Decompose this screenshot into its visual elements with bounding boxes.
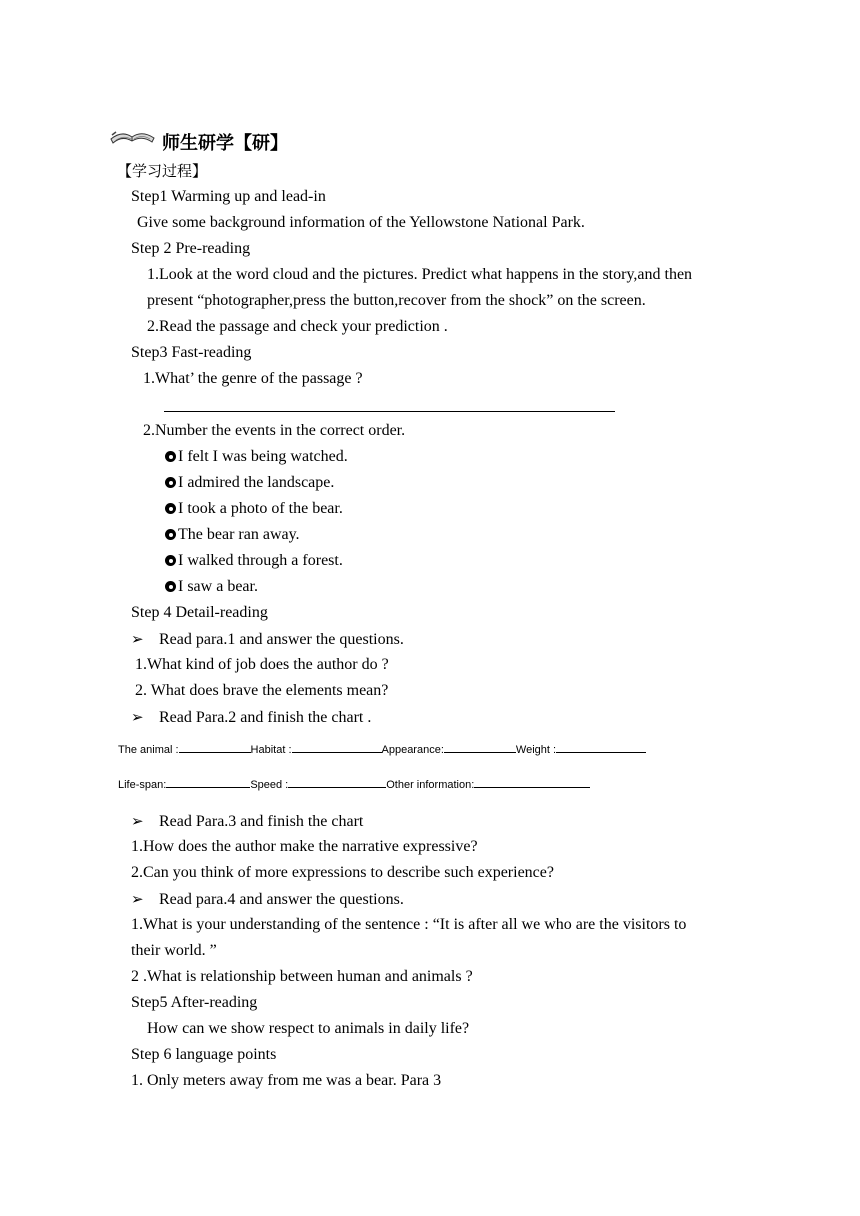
event-item [165,525,300,545]
animal-blank[interactable] [179,741,251,753]
event-text: I took a photo of the bear. [178,500,343,517]
step2-question1-line2: present “photographer,press the button,recover from the shock” on the screen. [147,292,646,309]
step4-title: Step 4 Detail-reading [131,604,268,621]
circle-bullet-icon [165,503,176,514]
book-logo-icon [108,126,158,148]
step6-point1: 1. Only meters away from me was a bear. Para 3 [131,1072,442,1089]
step5-text: How can we show respect to animals in daily life? [147,1020,470,1037]
event-item [165,577,258,597]
appearance-blank[interactable] [444,741,516,753]
arrow-bullet-icon: ➢ [131,708,144,726]
step2-question2: 2.Read the passage and check your prediction . [147,318,448,335]
step4-task1: ➢ Read para.1 and answer the questions. [131,630,404,648]
event-text: I felt I was being watched. [178,448,348,465]
habitat-label: Habitat : [250,744,292,756]
para4-question1-line2: their world. ” [131,942,217,959]
para3-question1: 1.How does the author make the narrative expressive? [131,838,478,855]
event-item [165,473,334,493]
section-heading: 【学习过程】 [117,162,208,180]
step3-question2: 2.Number the events in the correct order. [143,422,406,439]
event-item [165,551,343,571]
step3-title: Step3 Fast-reading [131,344,252,361]
chart-row-2 [118,776,590,792]
step1-title: Step1 Warming up and lead-in [131,188,326,205]
other-blank[interactable] [474,776,590,788]
weight-blank[interactable] [556,741,646,753]
step6-title: Step 6 language points [131,1046,277,1063]
event-item [165,447,348,467]
weight-label: Weight : [515,744,557,756]
event-item [165,499,343,519]
circle-bullet-icon [165,581,176,592]
step4-question1: 1.What kind of job does the author do ? [135,656,389,673]
arrow-bullet-icon: ➢ [131,630,144,648]
para4-question1-line1: 1.What is your understanding of the sentence : “It is after all we who are the visitors to [131,916,687,933]
step1-text: Give some background information of the Yellowstone National Park. [137,214,585,231]
event-text: The bear ran away. [178,526,300,543]
para4-question2: 2 .What is relationship between human and animals ? [131,968,473,985]
step4-task4: ➢ Read para.4 and answer the questions. [131,890,404,908]
circle-bullet-icon [165,477,176,488]
lifespan-blank[interactable] [166,776,250,788]
answer-blank-line[interactable] [164,411,615,412]
lifespan-label: Life-span: [118,779,167,791]
para3-question2: 2.Can you think of more expressions to describe such experience? [131,864,554,881]
arrow-bullet-icon: ➢ [131,812,144,830]
circle-bullet-icon [165,555,176,566]
event-text: I saw a bear. [178,578,258,595]
circle-bullet-icon [165,451,176,462]
step4-task3: ➢ Read Para.3 and finish the chart [131,812,364,830]
chart-row-1 [118,741,646,757]
speed-label: Speed : [250,779,289,791]
page-title: 师生研学【研】 [162,133,288,154]
step2-title: Step 2 Pre-reading [131,240,251,257]
event-text: I admired the landscape. [178,474,335,491]
step4-question2: 2. What does brave the elements mean? [135,682,389,699]
animal-label: The animal : [118,744,179,756]
arrow-bullet-icon: ➢ [131,890,144,908]
step3-question1: 1.What’ the genre of the passage ? [143,370,363,387]
circle-bullet-icon [165,529,176,540]
event-text: I walked through a forest. [178,552,343,569]
appearance-label: Appearance: [381,744,444,756]
habitat-blank[interactable] [292,741,382,753]
step4-task2: ➢ Read Para.2 and finish the chart . [131,708,372,726]
step5-title: Step5 After-reading [131,994,258,1011]
speed-blank[interactable] [288,776,386,788]
step2-question1-line1: 1.Look at the word cloud and the pictures. Predict what happens in the story,and then [147,266,693,283]
other-label: Other information: [386,779,475,791]
